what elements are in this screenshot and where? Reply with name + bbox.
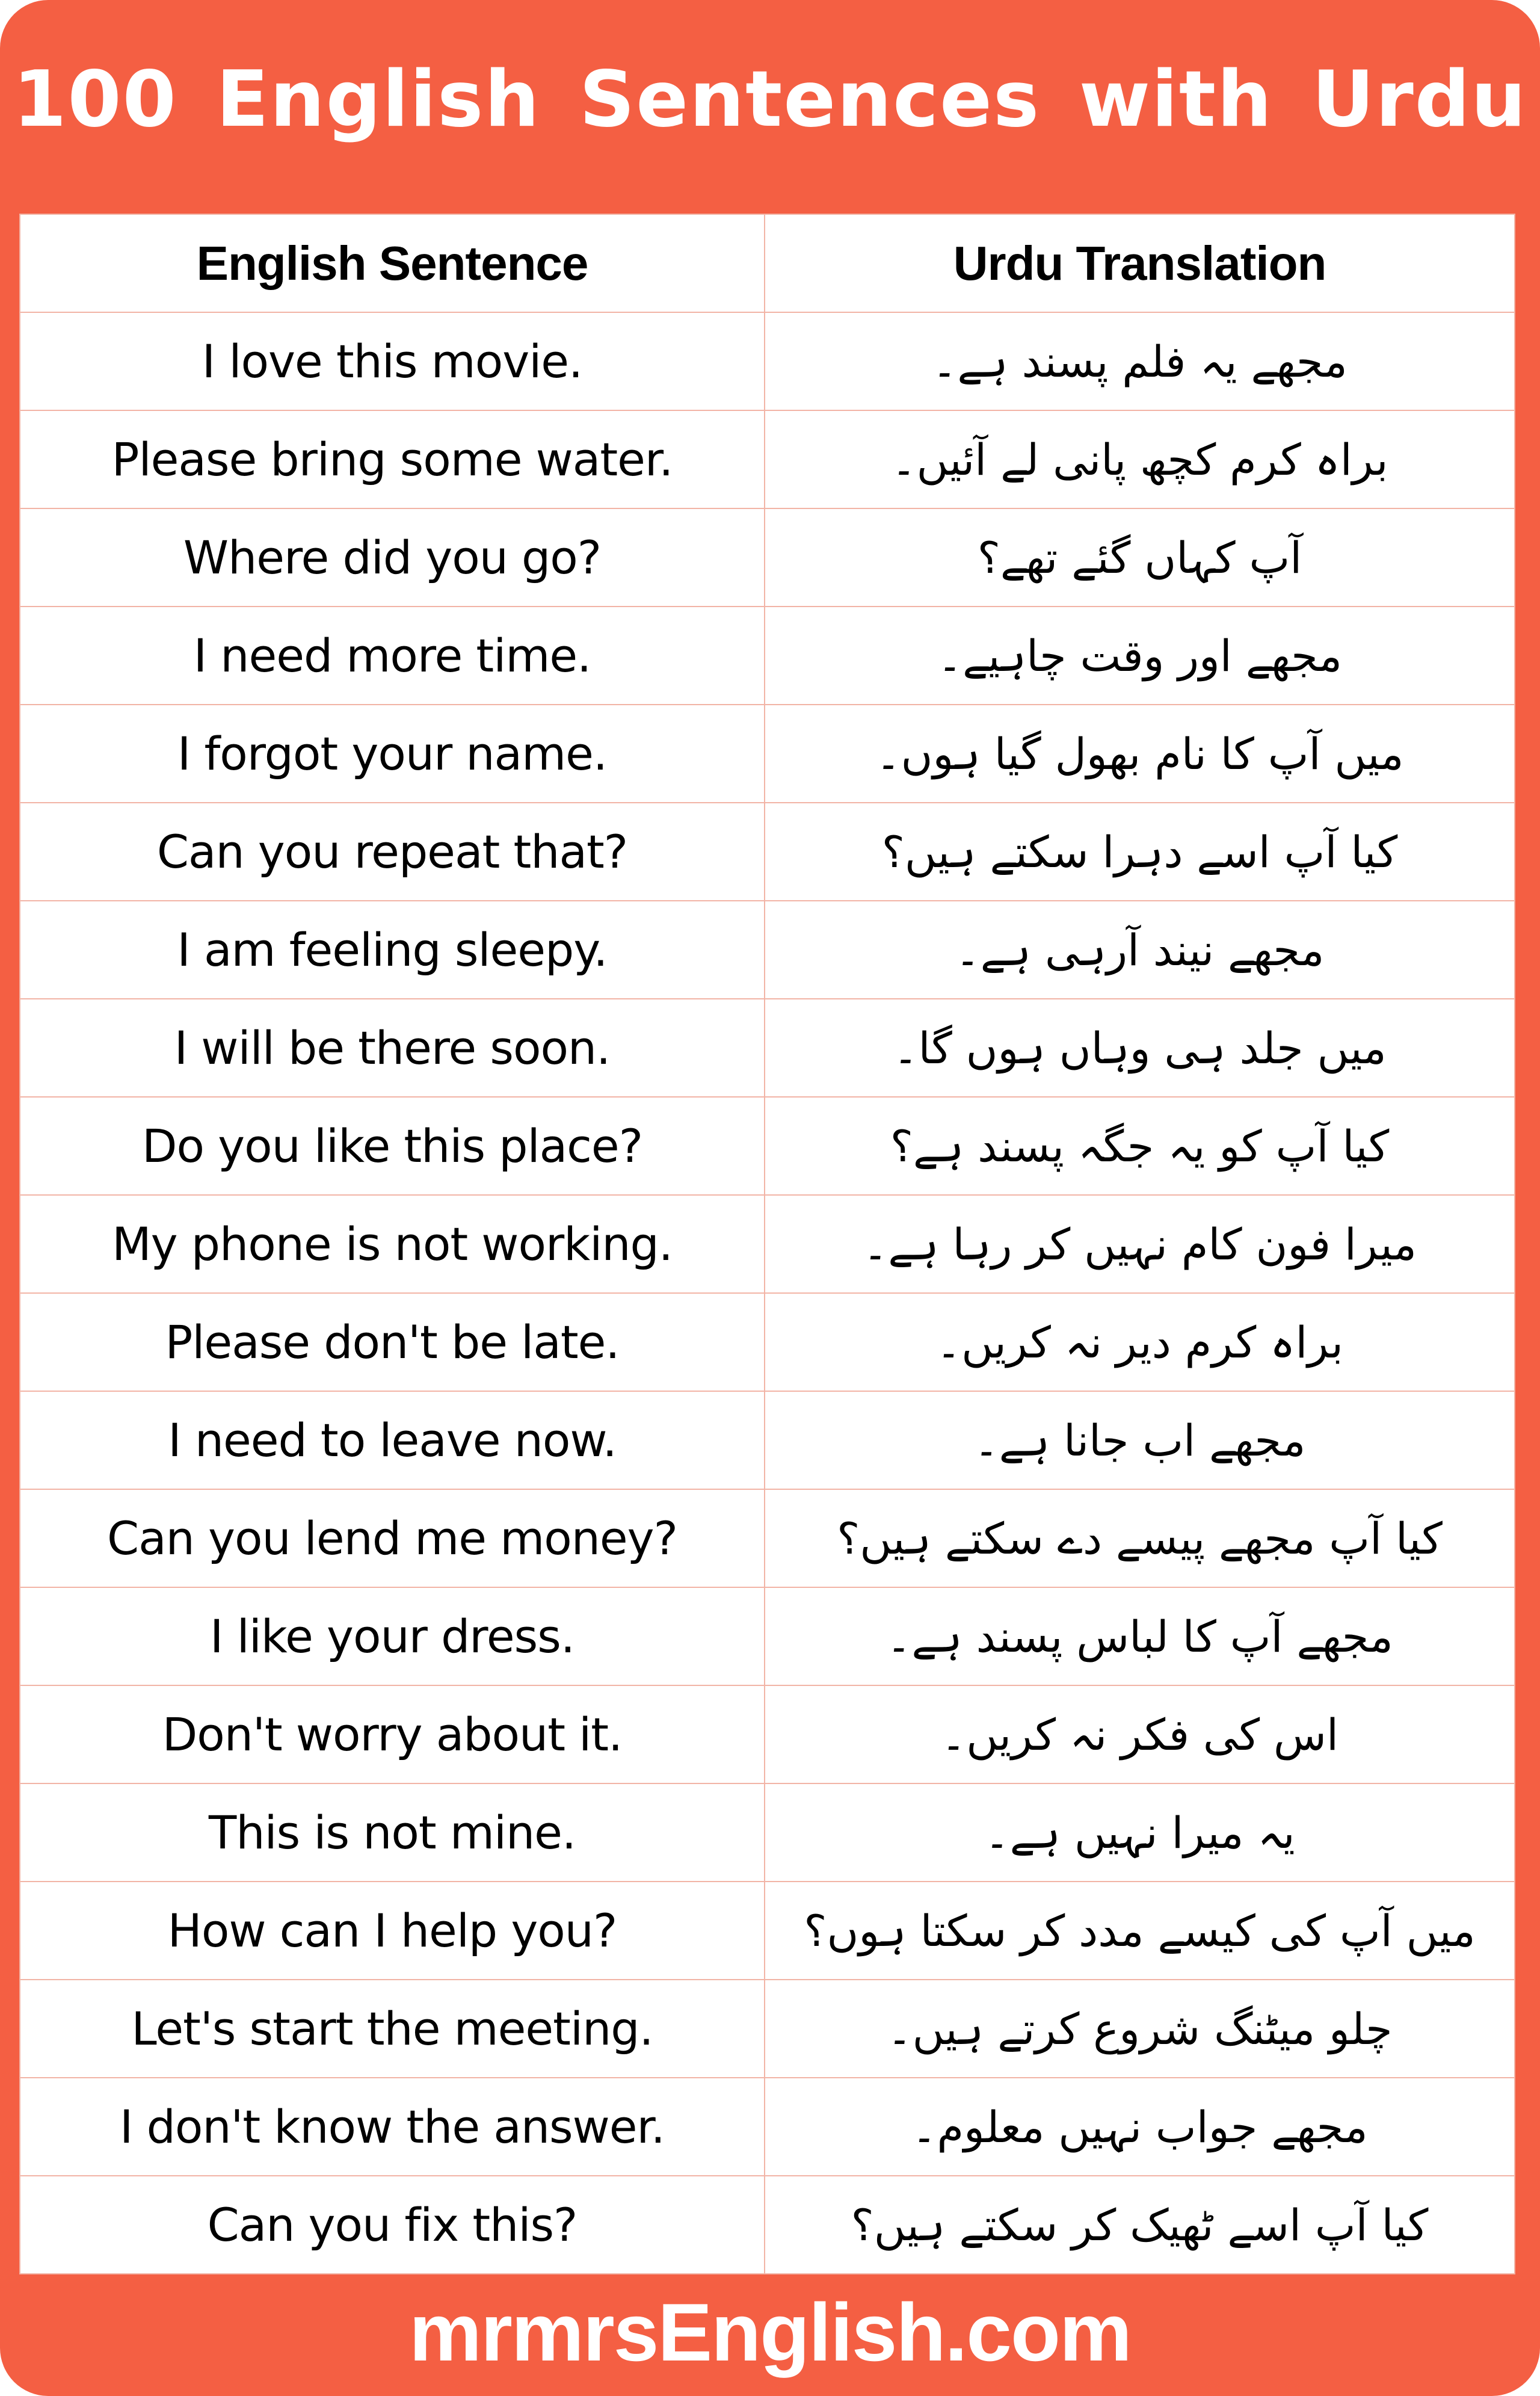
english-sentence: Please don't be late.: [20, 1293, 765, 1391]
column-header-urdu: Urdu Translation: [765, 214, 1515, 312]
english-sentence: How can I help you?: [20, 1882, 765, 1980]
english-sentence: I like your dress.: [20, 1587, 765, 1685]
urdu-translation: مجھے اور وقت چاہیے۔: [765, 607, 1515, 705]
website-footer: mrmrsEnglish.com: [409, 2286, 1131, 2378]
english-sentence: I don't know the answer.: [20, 2078, 765, 2176]
table-row: [20, 607, 1515, 705]
english-sentence: Can you repeat that?: [20, 803, 765, 901]
urdu-translation: مجھے نیند آرہی ہے۔: [765, 901, 1515, 999]
english-sentence: Don't worry about it.: [20, 1685, 765, 1783]
table-row: [20, 705, 1515, 803]
column-header-english: English Sentence: [20, 214, 765, 312]
urdu-translation: براہ کرم دیر نہ کریں۔: [765, 1293, 1515, 1391]
english-sentence: Where did you go?: [20, 508, 765, 607]
urdu-translation: مجھے جواب نہیں معلوم۔: [765, 2078, 1515, 2176]
table-row: [20, 410, 1515, 508]
english-sentence: I need more time.: [20, 607, 765, 705]
urdu-translation: چلو میٹنگ شروع کرتے ہیں۔: [765, 1980, 1515, 2078]
urdu-translation: میں آپ کا نام بھول گیا ہوں۔: [765, 705, 1515, 803]
urdu-translation: میں جلد ہی وہاں ہوں گا۔: [765, 999, 1515, 1097]
table-header-row: [20, 214, 1515, 312]
table-row: [20, 1195, 1515, 1293]
english-sentence: Let's start the meeting.: [20, 1980, 765, 2078]
page-title: 100 English Sentences with Urdu: [13, 54, 1527, 144]
urdu-translation: آپ کہاں گئے تھے؟: [765, 508, 1515, 607]
table-row: [20, 508, 1515, 607]
urdu-translation: کیا آپ اسے ٹھیک کر سکتے ہیں؟: [765, 2176, 1515, 2274]
urdu-translation: میرا فون کام نہیں کر رہا ہے۔: [765, 1195, 1515, 1293]
table-row: [20, 1391, 1515, 1489]
english-sentence: I need to leave now.: [20, 1391, 765, 1489]
urdu-translation: مجھے یہ فلم پسند ہے۔: [765, 312, 1515, 410]
sentence-table: [19, 214, 1515, 2274]
table-row: [20, 1489, 1515, 1587]
english-sentence: I love this movie.: [20, 312, 765, 410]
table-row: [20, 1685, 1515, 1783]
table-row: [20, 803, 1515, 901]
table-row: [20, 2078, 1515, 2176]
table-row: [20, 1097, 1515, 1195]
table-row: [20, 1882, 1515, 1980]
urdu-translation: براہ کرم کچھ پانی لے آئیں۔: [765, 410, 1515, 508]
table-row: [20, 1587, 1515, 1685]
table-row: [20, 312, 1515, 410]
table-row: [20, 1783, 1515, 1882]
urdu-translation: کیا آپ مجھے پیسے دے سکتے ہیں؟: [765, 1489, 1515, 1587]
table-row: [20, 1980, 1515, 2078]
table-row: [20, 999, 1515, 1097]
table-row: [20, 2176, 1515, 2274]
english-sentence: This is not mine.: [20, 1783, 765, 1882]
english-sentence: Please bring some water.: [20, 410, 765, 508]
english-sentence: Do you like this place?: [20, 1097, 765, 1195]
table-row: [20, 1293, 1515, 1391]
english-sentence: I am feeling sleepy.: [20, 901, 765, 999]
english-sentence: I will be there soon.: [20, 999, 765, 1097]
urdu-translation: یہ میرا نہیں ہے۔: [765, 1783, 1515, 1882]
english-sentence: Can you lend me money?: [20, 1489, 765, 1587]
english-sentence: I forgot your name.: [20, 705, 765, 803]
urdu-translation: مجھے آپ کا لباس پسند ہے۔: [765, 1587, 1515, 1685]
table-row: [20, 901, 1515, 999]
urdu-translation: اس کی فکر نہ کریں۔: [765, 1685, 1515, 1783]
urdu-translation: میں آپ کی کیسے مدد کر سکتا ہوں؟: [765, 1882, 1515, 1980]
urdu-translation: کیا آپ کو یہ جگہ پسند ہے؟: [765, 1097, 1515, 1195]
urdu-translation: کیا آپ اسے دہرا سکتے ہیں؟: [765, 803, 1515, 901]
english-sentence: Can you fix this?: [20, 2176, 765, 2274]
english-sentence: My phone is not working.: [20, 1195, 765, 1293]
urdu-translation: مجھے اب جانا ہے۔: [765, 1391, 1515, 1489]
